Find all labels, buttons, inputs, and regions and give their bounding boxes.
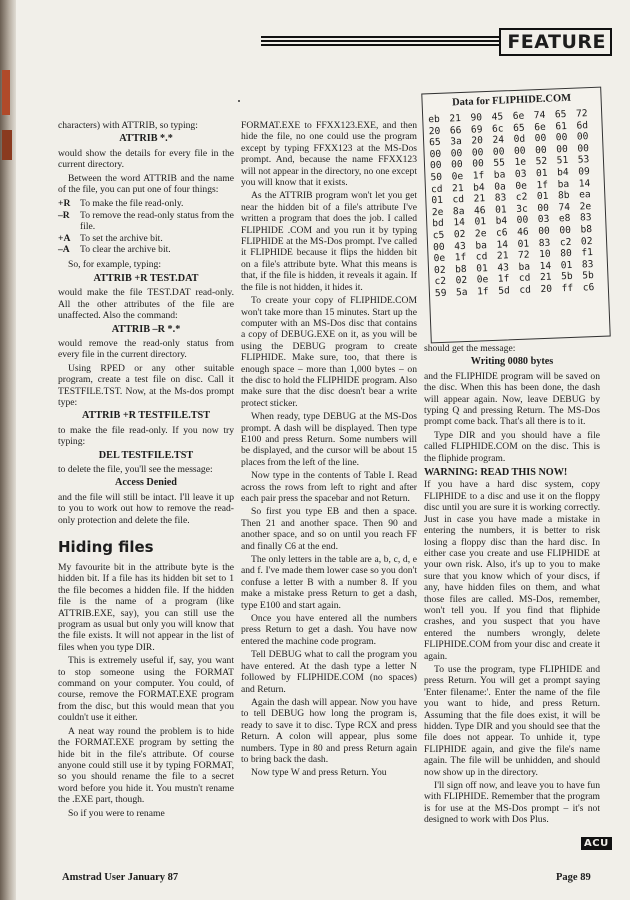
paragraph: FORMAT.EXE to FFXX123.EXE, and then hide the file, no one could use the program except by typing FFXX123 at the MS-Dos prompt. And, because the name FFXX123 will not appear in the directory, no one except you will know that it exists. [241,120,417,189]
hex-cell: 1f [536,179,549,191]
hex-cell: b4 [495,215,508,228]
hex-cell: 3a [450,136,463,148]
hex-cell: 0e [515,180,528,192]
hex-cell: 00 [471,146,484,159]
hex-cell: ba [557,178,570,190]
hex-cell: 03 [514,168,527,180]
hex-cell: 01 [494,204,507,216]
option-term: +A [58,232,71,244]
hex-cell: 00 [472,158,485,171]
hex-cell: 02 [455,275,468,287]
hex-cell: 6d [576,119,589,132]
hex-cell: 1e [514,156,527,169]
hex-cell: 46 [516,226,529,238]
paragraph: Once you have entered all the numbers press Return to get a dash. You have now entered the machine code program. [241,613,417,647]
hex-cell: 43 [497,262,510,274]
hex-cell: 55 [493,157,506,170]
hex-cell: 61 [555,120,568,133]
paragraph: To create your copy of FLIPHIDE.COM won't take more than 15 minutes. Start up the computer with an MS-Dos disc that contains a copy of DEBUG.EXE on it, as you will be using the DEBUG program to create FLIPHIDE. Make sure, too, that there is enough space – more than 1,000 bytes – on the disc to hold the FLIPHIDE program. Also make sure that the disc doesn't bear a write protect sticker. [241,295,417,409]
option-desc: To clear the archive bit. [80,244,171,256]
hex-cell: 21 [473,193,486,205]
hex-cell: 74 [533,109,546,122]
hex-cell: 02 [580,235,593,248]
hex-cell: 02 [453,228,466,241]
hex-cell: 72 [575,108,588,120]
paragraph: So, for example, typing: [68,259,161,271]
paragraph: To use the program, type FLIPHIDE and press Return. You will get a prompt saying 'Enter filename:'. Enter the name of the file you want to hide, and press Return. Assuming that the file does exist, it will be hidden. Type DIR and you should see that the file does not appear. To unhide it, type FLIPHIDE again, and give the file's name again. The file will be unhidden, and should now show up in the directory. [424,663,600,778]
hex-cell: 65 [428,137,441,149]
paragraph: to delete the file, you'll see the message: [58,463,213,475]
paragraph: and the file will still be intact. I'll leave it up to you to work out how to remove the read-only protection and delete the file. [58,491,234,526]
hex-cell: 83 [494,192,507,204]
acu-end-badge: ACU [581,837,612,850]
hex-cell: cd [519,284,532,296]
print-speck [238,100,240,102]
hex-cell: 0e [476,274,489,286]
paragraph: A neat way round the problem is to hide the FORMAT.EXE program by setting the hide bit in the file's attribute. Of course anyone could still use it by typing FORMAT, so you should rename the file to a secret word before you hide it. You mustn't rename the .EXE part, though. [58,725,234,806]
hex-cell: 01 [535,167,548,180]
hex-cell: 46 [473,204,486,217]
hex-cell: 00 [516,214,529,227]
hex-cell: 01 [474,216,487,228]
hex-cell: 2e [431,206,444,218]
paragraph: to make the file read-only. If you now try typing: [58,424,234,448]
hex-cell: c2 [434,276,447,288]
command-line: ATTRIB *.* [119,133,173,145]
hex-cell: 65 [512,122,525,134]
hex-cell: 02 [433,264,446,276]
hex-cell: 8b [557,190,570,202]
paragraph: Now type in the contents of Table I. Read across the rows from left to right and after each pair press the spacebar and not Return. [241,470,417,504]
hex-cell: 83 [581,258,594,271]
hex-cell: 00 [513,145,526,157]
option-row [58,244,234,255]
command-line: DEL TESTFILE.TST [98,449,194,461]
hex-cell: 80 [560,248,573,260]
hex-cell: 43 [454,240,467,252]
hex-cell: 20 [471,135,484,147]
hex-cell: 14 [453,217,466,229]
hex-cell: 6c [491,123,504,135]
hex-cell: 5b [560,271,573,283]
hex-cell: 14 [496,238,509,251]
hex-cell: 83 [538,237,551,249]
hex-cell: 21 [451,182,464,194]
hex-cell: c2 [559,236,572,248]
hex-cell: c2 [515,191,528,204]
command-line: ATTRIB +R TEST.DAT [93,272,199,284]
hex-cell: 8a [452,205,465,218]
hex-cell: 00 [537,202,550,214]
hex-cell: 21 [449,113,462,125]
page-spine [0,0,16,900]
hex-cell: 45 [491,111,504,123]
paragraph: Now type W and press Return. You [251,767,387,779]
command-line: Access Denied [115,477,177,489]
hex-cell: 01 [517,238,530,250]
hex-cell: 72 [517,249,530,262]
hex-cell: 83 [579,212,592,224]
hex-cell: cd [430,183,443,195]
column-1 [58,120,234,821]
hex-cell: 00 [559,224,572,237]
hex-cell: 00 [429,160,442,172]
hex-cell: 00 [538,225,551,238]
paragraph: When ready, type DEBUG at the MS-Dos prompt. A dash will be displayed. Then type E100 and press Return. Some numbers will be displayed, and the cursor will be about 15 places from the left of the line. [241,411,417,468]
hex-cell: 00 [450,159,463,171]
hex-cell: 03 [537,214,550,226]
option-list [58,198,234,255]
option-row [58,233,234,244]
hex-cell: 1f [497,273,510,286]
hex-cell: ba [475,239,488,252]
hex-cell: 0e [433,252,446,265]
section-label: FEATURE [499,28,612,56]
paragraph: Tell DEBUG what to call the program you have entered. At the dash type a letter N followed by FLIPHIDE.COM (no spaces) and Return. [241,649,417,695]
column-2 [241,120,417,781]
hex-cell: 01 [536,190,549,203]
hex-cell: ea [578,189,591,201]
option-desc: To set the archive bit. [80,232,163,244]
hex-cell: 51 [556,155,569,167]
hex-cell: 01 [431,194,444,207]
hex-cell: 66 [449,124,462,137]
hex-cell: 3c [516,203,529,215]
table-title: Data for FLIPHIDE.COM [451,92,572,109]
hex-cell: 14 [578,177,591,190]
hex-cell: ba [518,261,531,273]
hex-cell: 69 [470,123,483,136]
hex-cell: 65 [554,108,567,121]
footer-page-number: Page 89 [556,872,591,883]
hex-cell: cd [475,251,488,263]
hex-cell: 00 [534,144,547,156]
data-table-box [421,87,610,344]
hex-cell: 74 [558,201,571,214]
hex-cell: 00 [429,148,442,161]
paragraph: This is extremely useful if, say, you want to stop someone using the FORMAT command on your computer. You could, of course, remove the FORMAT.EXE program from the disc, but this would mean that you couldn't use it either. [58,655,234,724]
hex-cell: b8 [580,224,593,236]
spine-mark [2,130,12,160]
paragraph: Again the dash will appear. Now you have to tell DEBUG how long the program is, ready to save it to disc. Type RCX and press Return. A colon will appear, plus some numbers. Type in 80 and press Return again to bring back the dash. [241,696,417,765]
paragraph: would show the details for every file in the current directory. [58,147,234,171]
paragraph: Type DIR and you should have a file called FLIPHIDE.COM on the disc. This is the fliphide program. [424,429,600,464]
hex-cell: e8 [558,213,571,225]
hex-cell: 59 [434,287,447,300]
option-term: +R [58,198,71,210]
hex-cell: cd [518,272,531,285]
command-line: ATTRIB +R TESTFILE.TST [81,410,210,422]
hex-cell: 00 [492,146,505,158]
hex-cell: b4 [472,181,485,194]
hex-cell: 00 [556,143,569,156]
hex-cell: eb [428,113,441,126]
hex-cell: 10 [538,248,551,261]
paragraph: So if you were to rename [68,807,165,819]
section-heading: Hiding files [58,538,154,556]
hex-cell: 52 [535,156,548,168]
paragraph: should get the message: [424,343,516,354]
hex-cell: 5d [498,285,511,297]
hex-cell: 2e [579,200,592,213]
hex-cell: 0a [494,180,507,193]
hex-cell: c6 [495,227,508,239]
paragraph: characters) with ATTRIB, so typing: [58,120,198,131]
hex-cell: 50 [430,171,443,184]
paragraph: I'll sign off now, and leave you to have fun with FLIPHIDE. Remember that the program is for use at the MS-Dos prompt – it's not designed to work with Dos Plus. [424,780,600,826]
hex-cell: 00 [576,131,589,143]
paragraph: The only letters in the table are a, b, c, d, e and f. I've made them lower case so you don't confuse a letter B with a number 8. If you make a mistake press Return to get a dash, type E100 and start again. [241,554,417,611]
hex-cell: 6e [534,121,547,133]
hex-cell: 01 [476,262,489,275]
hex-cell: 21 [539,271,552,284]
hex-cell: 00 [534,132,547,145]
hex-cell: b8 [454,263,467,276]
hex-cell: 00 [432,241,445,253]
hex-cell: 1f [472,170,485,182]
hex-cell: 00 [450,147,463,160]
option-desc: To make the file read-only. [80,198,184,210]
hex-cell: c5 [432,229,445,242]
hex-cell: 5a [455,286,468,299]
spine-mark [2,70,10,115]
hex-cell: 5b [582,270,595,282]
hex-cell: 2e [474,228,487,240]
option-term: –R [58,209,70,221]
hex-cell: 21 [496,250,509,262]
paragraph: So first you type EB and then a space. Then 21 and another space. Then 90 and another space, and so on until you reach FF and finally C6 at the end. [241,506,417,552]
hex-cell: 0d [513,133,526,146]
paragraph: would make the file TEST.DAT read-only. All the other attributes of the file are unaffected. Also the command: [58,287,234,322]
paragraph: As the ATTRIB program won't let you get near the hidden bit of a file's attribute I've written a program that does the job. I called FLIPHIDE .COM and you run it by typing FLIPHIDE at the MS-Dos prompt. I've called it FLIPHIDE because it flips the hidden bit on a file's attribute byte. What this means is that, if the file is hidden, it reveals it again. If the file is not hidden, it hides it. [241,190,417,293]
hex-cell: 01 [560,259,573,272]
hex-cell: ba [493,169,506,181]
hex-cell: 0e [451,170,464,183]
hex-cell: c6 [582,281,595,294]
paragraph: Between the word ATTRIB and the name of the file, you can put one of four things: [58,172,234,196]
hex-cell: 6e [512,110,525,123]
option-row [58,210,234,233]
paragraph: If you have a hard disc system, copy FLIPHIDE to a disc and use it on the floppy disc until you are sure it is working correctly. Just in case you have made a mistake in entering the numbers, it is better to risk losing a floppy disc than the hard disc. In either case you create and use FLIPHIDE at your own risk. Also, it's up to you to make sure that you know which of your discs, if any, have hidden files on them, and what those files are called. MS-Dos, remember, won't tell you. If you find that fliphide crashes, and you suspect that you have entered the numbers wrongly, delete FLIPHIDE.COM from your disc and create it again. [424,479,600,662]
warning-heading: WARNING: READ THIS NOW! [424,467,568,479]
hex-cell: 00 [555,132,568,144]
hex-grid [428,108,604,300]
hex-cell: b4 [556,166,569,179]
hex-cell: 09 [578,166,591,178]
hex-cell: 20 [540,283,553,296]
command-line: ATTRIB –R *.* [111,323,181,335]
hex-cell: cd [452,194,465,206]
hex-cell: 00 [577,142,590,155]
hex-cell: 53 [577,154,590,166]
column-3 [424,343,600,828]
hex-cell: 1f [454,252,467,264]
hex-cell: 14 [539,260,552,272]
paragraph: and the FLIPHIDE program will be saved on the disc. When this has been done, the dash will appear again. Now, leave DEBUG by typing Q and pressing Return. The MS-Dos prompt come back. That's all there is to it. [424,370,600,428]
hex-cell: bd [432,218,445,230]
footer-publication: Amstrad User January 87 [62,872,179,883]
option-row [58,198,234,209]
paragraph: My favourite bit in the attribute byte is the hidden bit. If a file has its hidden bit set to 1 the file becomes a hidden file. If the hidden file is the name of a program (like ATTRIB.EXE, say), you can still use the program as usual but only you will know that the file exists. It will not appear in the list of files when you type DIR. [58,562,234,653]
command-line: Writing 0080 bytes [470,356,554,368]
hex-cell: 24 [492,134,505,147]
hex-cell: f1 [581,247,594,259]
paragraph: would remove the read-only status from every file in the current directory. [58,337,234,361]
hex-cell: 20 [428,125,441,137]
paragraph: Using RPED or any other suitable program, create a test file on disc. Call it TESTFILE.TST. Now, at the Ms-dos prompt type: [58,362,234,408]
option-term: –A [58,244,70,256]
hex-cell: 1f [476,286,489,298]
hex-cell: ff [561,282,574,295]
option-desc: To remove the read-only status from the file. [80,209,234,233]
hex-cell: 90 [470,112,483,124]
